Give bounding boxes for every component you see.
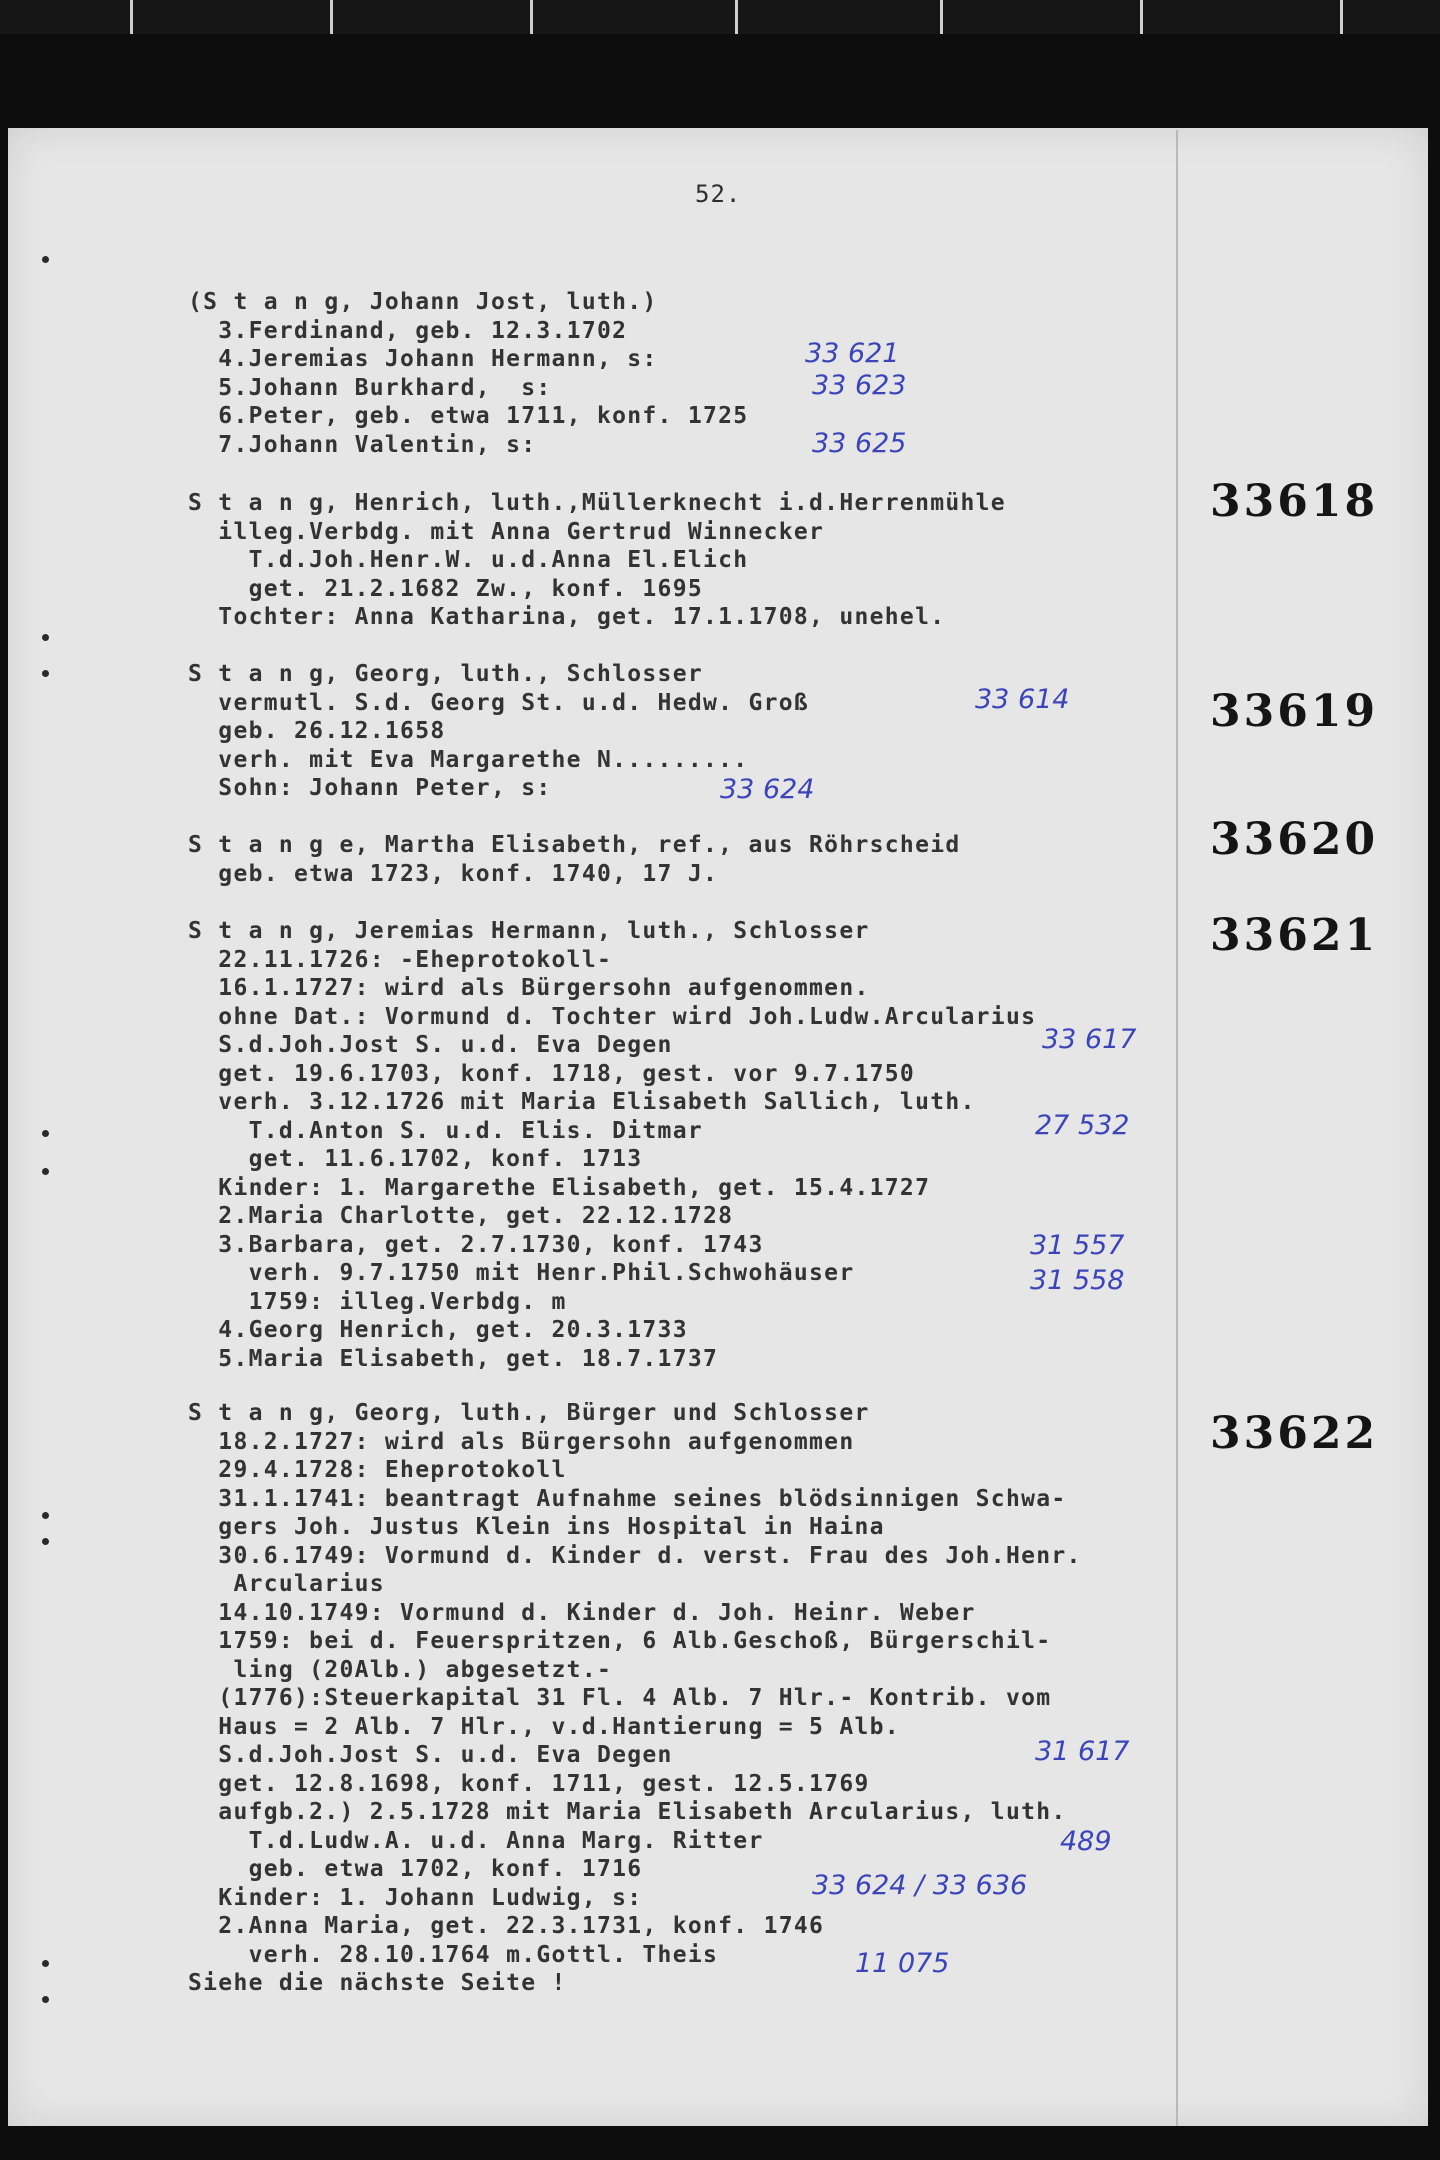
text-line: S.d.Joh.Jost S. u.d. Eva Degen [188, 1742, 673, 1768]
margin-mark [42, 1130, 49, 1137]
text-line: 5.Johann Burkhard, s: [188, 375, 552, 401]
text-line: ohne Dat.: Vormund d. Tochter wird Joh.Ludw.Arcularius [188, 1004, 1037, 1030]
record-number: 33621 [1210, 910, 1379, 961]
text-line: 1759: illeg.Verbdg. m [188, 1289, 567, 1315]
handwritten-note: 31 617 [1035, 1736, 1130, 1767]
record-text [188, 0, 1178, 2160]
handwritten-note: 33 624 [720, 774, 815, 805]
page-number: 52. [695, 180, 742, 208]
text-line: (S t a n g, Johann Jost, luth.) [188, 289, 658, 315]
text-line: T.d.Anton S. u.d. Elis. Ditmar [188, 1118, 704, 1144]
text-line: gers Joh. Justus Klein ins Hospital in Haina [188, 1514, 885, 1540]
handwritten-note: 11 075 [855, 1948, 950, 1979]
text-line: 2.Anna Maria, get. 22.3.1731, konf. 1746 [188, 1913, 825, 1939]
text-line: verh. 9.7.1750 mit Henr.Phil.Schwohäuser [188, 1260, 855, 1286]
text-line: 4.Georg Henrich, get. 20.3.1733 [188, 1317, 688, 1343]
text-line: 6.Peter, geb. etwa 1711, konf. 1725 [188, 403, 749, 429]
text-line: S t a n g, Georg, luth., Bürger und Schlosser [188, 1400, 870, 1426]
text-line: get. 21.2.1682 Zw., konf. 1695 [188, 576, 704, 602]
text-line: Arcularius [188, 1571, 385, 1597]
film-tick [1340, 0, 1343, 34]
text-line: aufgb.2.) 2.5.1728 mit Maria Elisabeth Arcularius, luth. [188, 1799, 1067, 1825]
handwritten-note: 33 625 [812, 428, 907, 459]
text-line: 7.Johann Valentin, s: [188, 432, 537, 458]
text-line: Kinder: 1. Johann Ludwig, s: [188, 1885, 643, 1911]
text-line: S t a n g, Jeremias Hermann, luth., Schlosser [188, 918, 870, 944]
text-line: 5.Maria Elisabeth, get. 18.7.1737 [188, 1346, 719, 1372]
text-line: 14.10.1749: Vormund d. Kinder d. Joh. Heinr. Weber [188, 1600, 976, 1626]
margin-mark [42, 1538, 49, 1545]
record-number: 33620 [1210, 814, 1379, 865]
text-line: 3.Barbara, get. 2.7.1730, konf. 1743 [188, 1232, 764, 1258]
text-line: Haus = 2 Alb. 7 Hlr., v.d.Hantierung = 5 Alb. [188, 1714, 900, 1740]
film-tick [130, 0, 133, 34]
text-line: 1759: bei d. Feuerspritzen, 6 Alb.Geschoß, Bürgerschil- [188, 1628, 1052, 1654]
text-line: T.d.Ludw.A. u.d. Anna Marg. Ritter [188, 1828, 764, 1854]
text-line: 31.1.1741: beantragt Aufnahme seines blödsinnigen Schwa- [188, 1486, 1067, 1512]
text-line: get. 19.6.1703, konf. 1718, gest. vor 9.7.1750 [188, 1061, 916, 1087]
text-line: S t a n g, Henrich, luth.,Müllerknecht i.d.Herrenmühle [188, 490, 1006, 516]
record-number: 33622 [1210, 1408, 1379, 1459]
margin-mark [42, 1960, 49, 1967]
text-line: geb. 26.12.1658 [188, 718, 446, 744]
margin-mark [42, 670, 49, 677]
text-line: vermutl. S.d. Georg St. u.d. Hedw. Groß [188, 690, 810, 716]
handwritten-note: 489 [1060, 1826, 1112, 1857]
margin-mark [42, 1168, 49, 1175]
text-line: ling (20Alb.) abgesetzt.- [188, 1657, 613, 1683]
text-line: 16.1.1727: wird als Bürgersohn aufgenommen. [188, 975, 870, 1001]
handwritten-note: 33 617 [1042, 1024, 1137, 1055]
text-line: 2.Maria Charlotte, get. 22.12.1728 [188, 1203, 734, 1229]
text-line: geb. etwa 1723, konf. 1740, 17 J. [188, 861, 719, 887]
handwritten-note: 33 624 / 33 636 [812, 1870, 1028, 1901]
text-line: 30.6.1749: Vormund d. Kinder d. verst. Frau des Joh.Henr. [188, 1543, 1082, 1569]
margin-mark [42, 1512, 49, 1519]
text-line: 4.Jeremias Johann Hermann, s: [188, 346, 658, 372]
text-line: 29.4.1728: Eheprotokoll [188, 1457, 567, 1483]
handwritten-note: 31 557 [1030, 1230, 1125, 1261]
text-line: Siehe die nächste Seite ! [188, 1970, 567, 1996]
text-line: geb. etwa 1702, konf. 1716 [188, 1856, 643, 1882]
text-line: (1776):Steuerkapital 31 Fl. 4 Alb. 7 Hlr.- Kontrib. vom [188, 1685, 1052, 1711]
text-line: get. 11.6.1702, konf. 1713 [188, 1146, 643, 1172]
handwritten-note: 33 623 [812, 370, 907, 401]
handwritten-note: 33 614 [975, 684, 1070, 715]
text-line: S t a n g e, Martha Elisabeth, ref., aus Röhrscheid [188, 832, 961, 858]
record-number: 33618 [1210, 476, 1379, 527]
record-number: 33619 [1210, 686, 1379, 737]
margin-mark [42, 634, 49, 641]
text-line: Tochter: Anna Katharina, get. 17.1.1708, unehel. [188, 604, 946, 630]
text-line: get. 12.8.1698, konf. 1711, gest. 12.5.1769 [188, 1771, 870, 1797]
text-line: verh. 28.10.1764 m.Gottl. Theis [188, 1942, 719, 1968]
handwritten-note: 33 621 [805, 338, 900, 369]
text-line: illeg.Verbdg. mit Anna Gertrud Winnecker [188, 519, 825, 545]
handwritten-note: 27 532 [1035, 1110, 1130, 1141]
text-line: S t a n g, Georg, luth., Schlosser [188, 661, 704, 687]
text-line: verh. 3.12.1726 mit Maria Elisabeth Sallich, luth. [188, 1089, 976, 1115]
handwritten-note: 31 558 [1030, 1265, 1125, 1296]
text-line: 3.Ferdinand, geb. 12.3.1702 [188, 318, 628, 344]
text-line: 22.11.1726: -Eheprotokoll- [188, 947, 613, 973]
text-line: verh. mit Eva Margarethe N......... [188, 747, 749, 773]
text-line: T.d.Joh.Henr.W. u.d.Anna El.Elich [188, 547, 749, 573]
text-line: Sohn: Johann Peter, s: [188, 775, 552, 801]
text-line: 18.2.1727: wird als Bürgersohn aufgenommen [188, 1429, 855, 1455]
text-line: S.d.Joh.Jost S. u.d. Eva Degen [188, 1032, 673, 1058]
text-line: Kinder: 1. Margarethe Elisabeth, get. 15.4.1727 [188, 1175, 931, 1201]
margin-mark [42, 1996, 49, 2003]
margin-mark [42, 256, 49, 263]
